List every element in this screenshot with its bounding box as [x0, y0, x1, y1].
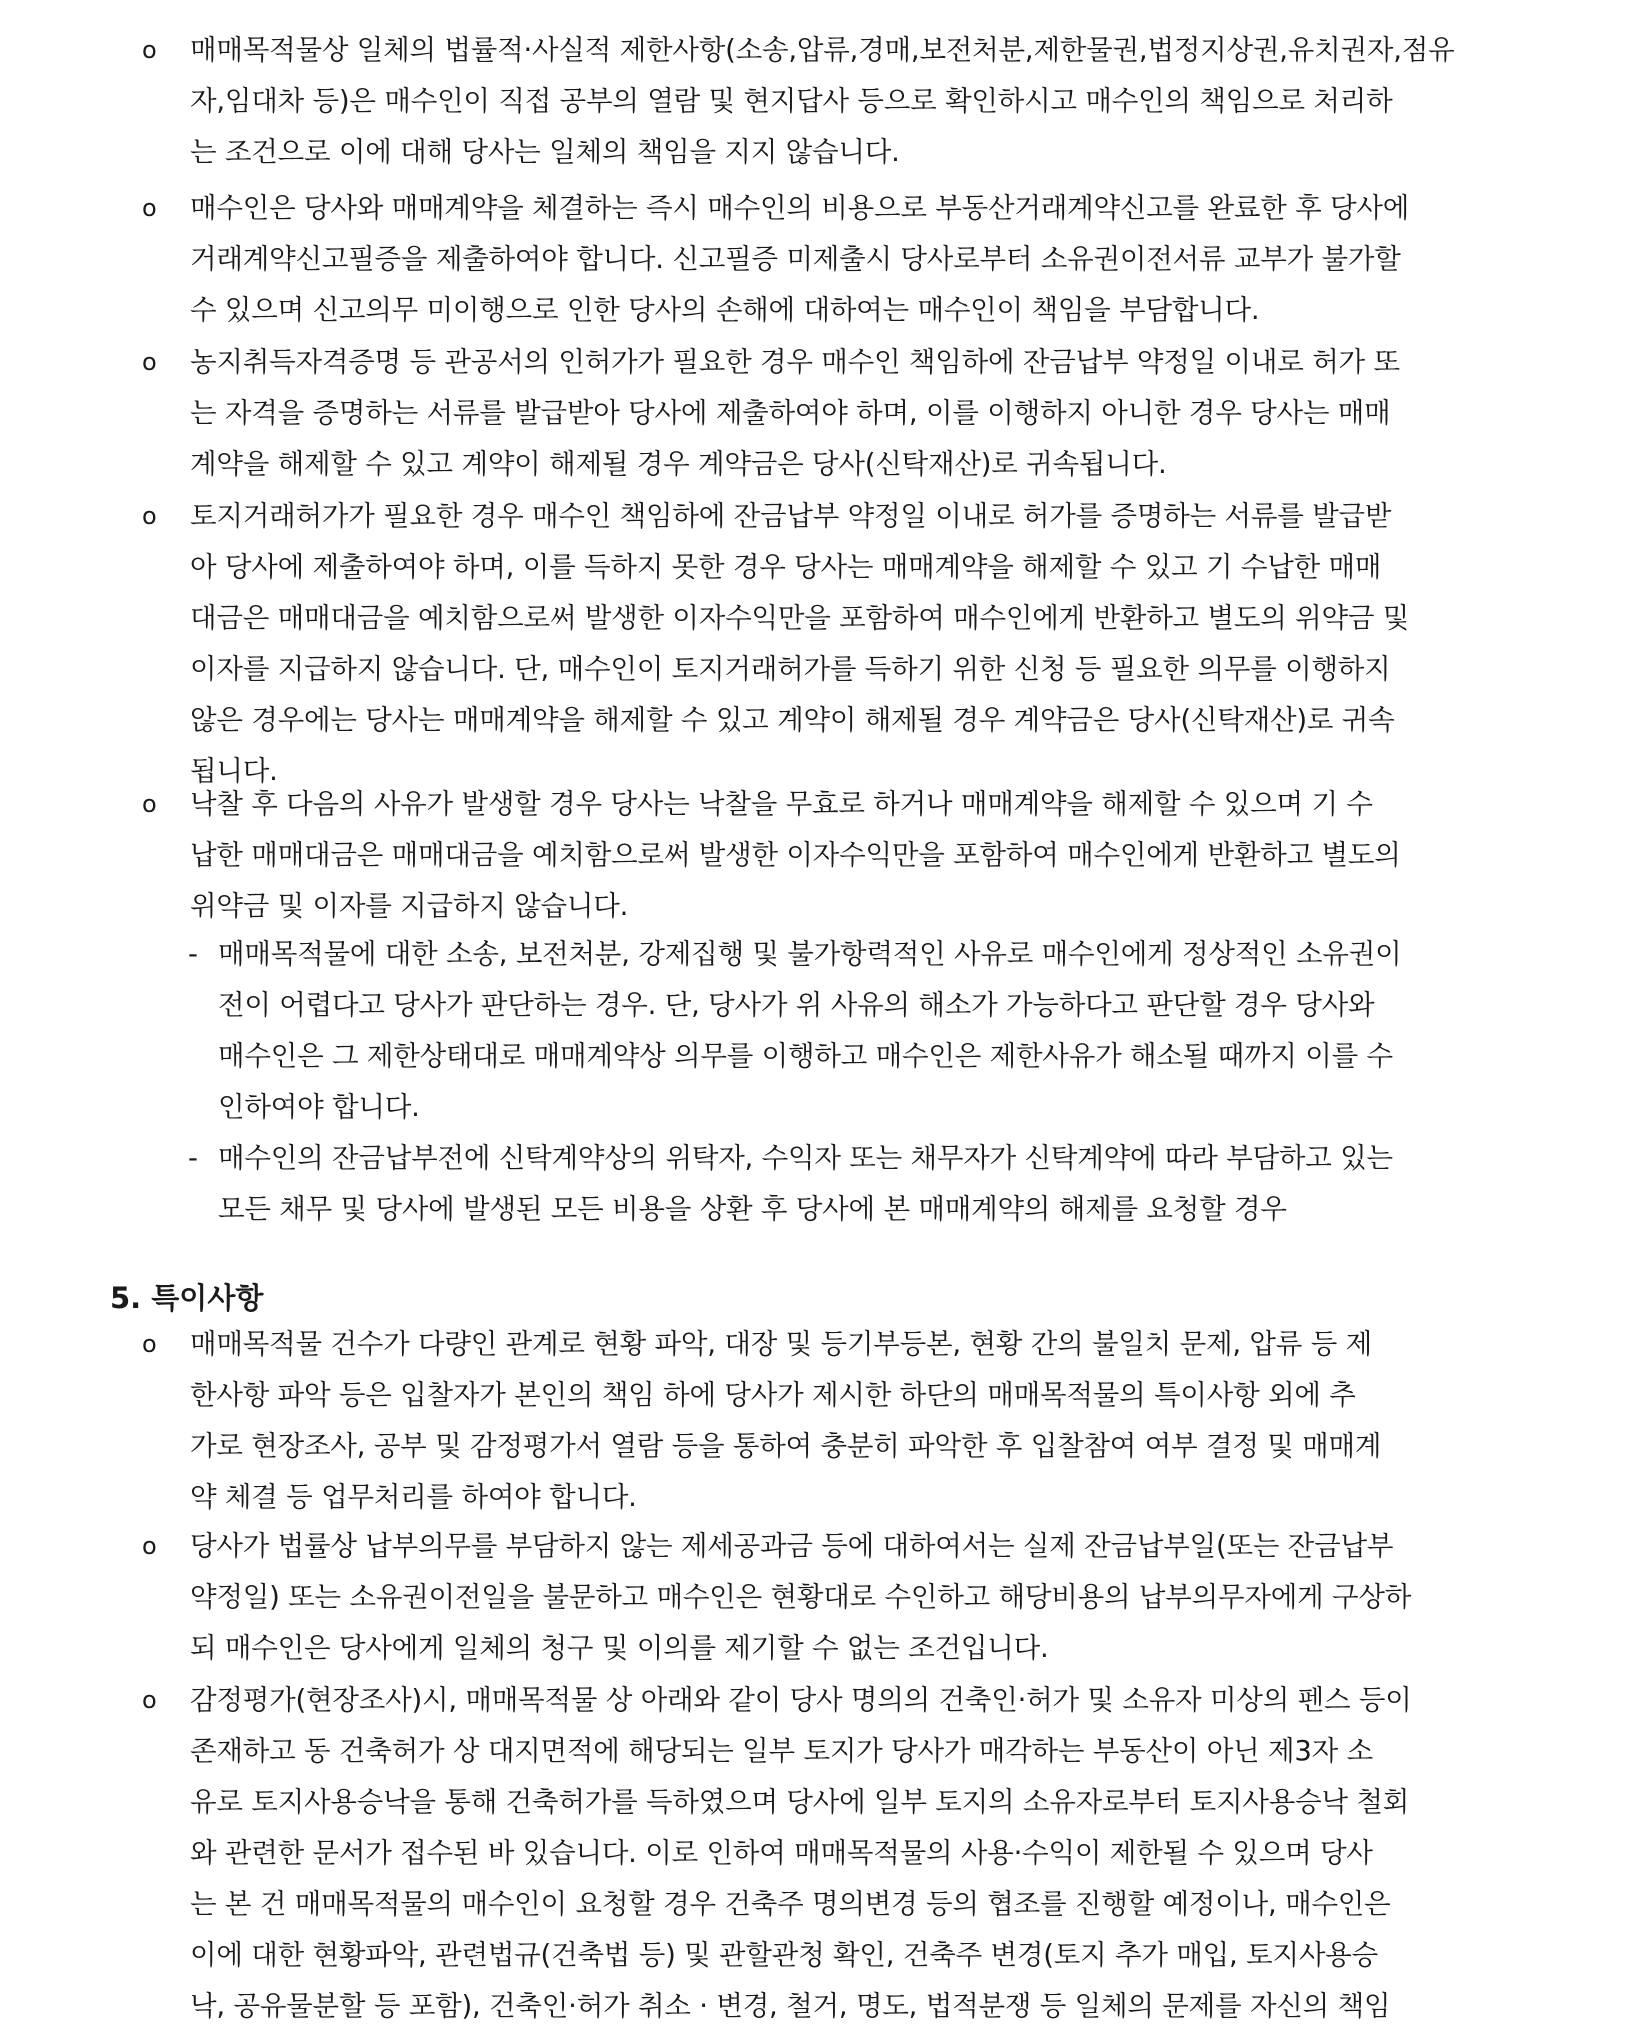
bullet-marker: o [142, 36, 157, 64]
paragraph-line: 되 매수인은 당사에게 일체의 청구 및 이의를 제기할 수 없는 조건입니다. [190, 1632, 1049, 1664]
section-5-heading: 5. 특이사항 [110, 1281, 264, 1315]
paragraph-line: 위약금 및 이자를 지급하지 않습니다. [190, 890, 629, 922]
paragraph-line: 매매목적물에 대한 소송, 보전처분, 강제집행 및 불가항력적인 사유로 매수인에게 정상적인 소유권이 [218, 938, 1402, 970]
bullet-marker: o [142, 1686, 157, 1714]
paragraph-line: 와 관련한 문서가 접수된 바 있습니다. 이로 인하여 매매목적물의 사용·수익이 제한될 수 있으며 당사 [190, 1837, 1373, 1869]
paragraph-line: 인하여야 합니다. [218, 1091, 420, 1123]
paragraph-line: 약정일) 또는 소유권이전일을 불문하고 매수인은 현황대로 수인하고 해당비용의 납부의무자에게 구상하 [190, 1581, 1412, 1613]
paragraph-line: 대금은 매매대금을 예치함으로써 발생한 이자수익만을 포함하여 매수인에게 반환하고 별도의 위약금 및 [190, 602, 1410, 634]
paragraph-line: 이자를 지급하지 않습니다. 단, 매수인이 토지거래허가를 득하기 위한 신청 등 필요한 의무를 이행하지 [190, 653, 1391, 685]
paragraph-line: 모든 채무 및 당사에 발생된 모든 비용을 상환 후 당사에 본 매매계약의 해제를 요청할 경우 [218, 1193, 1287, 1225]
paragraph-line: 거래계약신고필증을 제출하여야 합니다. 신고필증 미제출시 당사로부터 소유권이전서류 교부가 불가할 [190, 243, 1401, 275]
paragraph-line: 수 있으며 신고의무 미이행으로 인한 당사의 손해에 대하여는 매수인이 책임을 부담합니다. [190, 294, 1260, 326]
bullet-marker: o [142, 1532, 157, 1560]
paragraph-line: 매수인의 잔금납부전에 신탁계약상의 위탁자, 수익자 또는 채무자가 신탁계약에 따라 부담하고 있는 [218, 1142, 1393, 1174]
bullet-marker: o [142, 194, 157, 222]
paragraph-line: 농지취득자격증명 등 관공서의 인허가가 필요한 경우 매수인 책임하에 잔금납부 약정일 이내로 허가 또 [190, 346, 1400, 378]
paragraph-line: 가로 현장조사, 공부 및 감정평가서 열람 등을 통하여 충분히 파악한 후 입찰참여 여부 결정 및 매매계 [190, 1430, 1382, 1462]
paragraph-line: 존재하고 동 건축허가 상 대지면적에 해당되는 일부 토지가 당사가 매각하는 부동산이 아닌 제3자 소 [190, 1735, 1373, 1767]
paragraph-line: 한사항 파악 등은 입찰자가 본인의 책임 하에 당사가 제시한 하단의 매매목적물의 특이사항 외에 추 [190, 1379, 1356, 1411]
bullet-marker: o [142, 1330, 157, 1358]
paragraph-line: 유로 토지사용승낙을 통해 건축허가를 득하였으며 당사에 일부 토지의 소유자로부터 토지사용승낙 철회 [190, 1786, 1410, 1818]
paragraph-line: 매매목적물 건수가 다량인 관계로 현황 파악, 대장 및 등기부등본, 현황 간의 불일치 문제, 압류 등 제 [190, 1328, 1372, 1360]
paragraph-line: 계약을 해제할 수 있고 계약이 해제될 경우 계약금은 당사(신탁재산)로 귀속됩니다. [190, 448, 1167, 480]
paragraph-line: 토지거래허가가 필요한 경우 매수인 책임하에 잔금납부 약정일 이내로 허가를 증명하는 서류를 발급받 [190, 500, 1392, 532]
paragraph-line: 는 본 건 매매목적물의 매수인이 요청할 경우 건축주 명의변경 등의 협조를 진행할 예정이나, 매수인은 [190, 1888, 1391, 1920]
paragraph-line: 아 당사에 제출하여야 하며, 이를 득하지 못한 경우 당사는 매매계약을 해제할 수 있고 기 수납한 매매 [190, 551, 1382, 583]
paragraph-line: 됩니다. [190, 755, 278, 787]
bullet-marker: o [142, 502, 157, 530]
dash-marker: - [188, 1142, 198, 1174]
paragraph-line: 매수인은 당사와 매매계약을 체결하는 즉시 매수인의 비용으로 부동산거래계약신고를 완료한 후 당사에 [190, 192, 1410, 224]
dash-marker: - [188, 938, 198, 970]
paragraph-line: 자,임대차 등)은 매수인이 직접 공부의 열람 및 현지답사 등으로 확인하시고 매수인의 책임으로 처리하 [190, 85, 1393, 117]
paragraph-line: 당사가 법률상 납부의무를 부담하지 않는 제세공과금 등에 대하여서는 실제 잔금납부일(또는 잔금납부 [190, 1530, 1394, 1562]
paragraph-line: 매매목적물상 일체의 법률적·사실적 제한사항(소송,압류,경매,보전처분,제한물권,법정지상권,유치권자,점유 [190, 34, 1455, 66]
paragraph-line: 낙, 공유물분할 등 포함), 건축인·허가 취소 · 변경, 철거, 명도, 법적분쟁 등 일체의 문제를 자신의 책임 [190, 1990, 1391, 2022]
bullet-marker: o [142, 790, 157, 818]
paragraph-line: 않은 경우에는 당사는 매매계약을 해제할 수 있고 계약이 해제될 경우 계약금은 당사(신탁재산)로 귀속 [190, 704, 1395, 736]
paragraph-line: 낙찰 후 다음의 사유가 발생할 경우 당사는 낙찰을 무효로 하거나 매매계약을 해제할 수 있으며 기 수 [190, 788, 1373, 820]
paragraph-line: 감정평가(현장조사)시, 매매목적물 상 아래와 같이 당사 명의의 건축인·허가 및 소유자 미상의 펜스 등이 [190, 1684, 1412, 1716]
bullet-marker: o [142, 348, 157, 376]
paragraph-line: 는 조건으로 이에 대해 당사는 일체의 책임을 지지 않습니다. [190, 136, 900, 168]
paragraph-line: 매수인은 그 제한상태대로 매매계약상 의무를 이행하고 매수인은 제한사유가 해소될 때까지 이를 수 [218, 1040, 1393, 1072]
paragraph-line: 이에 대한 현황파악, 관련법규(건축법 등) 및 관할관청 확인, 건축주 변경(토지 추가 매입, 토지사용승 [190, 1939, 1378, 1971]
paragraph-line: 전이 어렵다고 당사가 판단하는 경우. 단, 당사가 위 사유의 해소가 가능하다고 판단할 경우 당사와 [218, 989, 1375, 1021]
paragraph-line: 납한 매매대금은 매매대금을 예치함으로써 발생한 이자수익만을 포함하여 매수인에게 반환하고 별도의 [190, 839, 1401, 871]
paragraph-line: 는 자격을 증명하는 서류를 발급받아 당사에 제출하여야 하며, 이를 이행하지 아니한 경우 당사는 매매 [190, 397, 1391, 429]
paragraph-line: 약 체결 등 업무처리를 하여야 합니다. [190, 1481, 637, 1513]
